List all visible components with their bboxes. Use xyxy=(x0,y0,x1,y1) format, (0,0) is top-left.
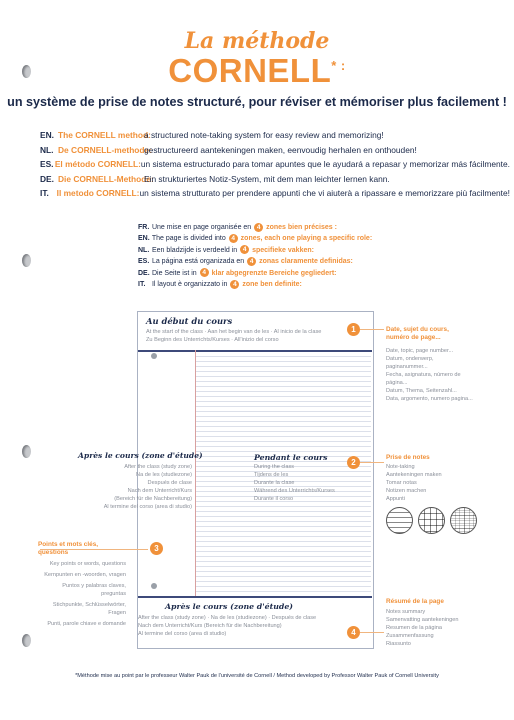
definition-term: Die CORNELL-Methode: xyxy=(58,173,154,184)
zone3-details xyxy=(38,560,126,628)
zone2-detail: Appunti xyxy=(386,496,405,502)
zone4-details xyxy=(386,608,476,648)
zone4-detail: Notes summary xyxy=(386,609,426,615)
definition-text: un sistema estructurado para tomar apuntes que le ayudará a repasar y memorizar más fácilmente. xyxy=(140,159,510,169)
lang-code: NL. xyxy=(138,246,150,254)
zone-intro-highlight: zones bien précises : xyxy=(266,224,337,231)
definition-text: a structured note-taking system for easy review and memorizing! xyxy=(144,130,384,140)
title-cornell: CORNELL xyxy=(168,52,332,89)
footer-note: *Méthode mise au point par le professeur Walter Pauk de l'université de Cornell / Method developed by Professor Walter Pauk of Cornell University xyxy=(75,673,439,679)
zone2-detail: Aantekeningen maken xyxy=(386,472,442,478)
zone-intro-highlight: zonas claramente definidas: xyxy=(259,258,353,266)
definition-row xyxy=(40,157,510,172)
definition-text: un sistema strutturato per prendere appunti che vi aiuterà a ripassare e memorizzare più facilmente! xyxy=(139,188,510,198)
zone2-lines xyxy=(254,463,335,503)
definition-term: El método CORNELL: xyxy=(54,159,141,169)
zone2-detail: Tomar notas xyxy=(386,480,417,486)
binder-hole xyxy=(22,254,31,267)
zone2-line: Tijdens de les xyxy=(254,472,289,478)
zone3-label: Points et mots clés, questions xyxy=(38,541,99,556)
zone-count-badge: 4 xyxy=(254,223,263,232)
definition-row xyxy=(40,186,510,201)
zone-count-badge: 4 xyxy=(229,234,238,243)
zone1-line: Zu Beginn des Unterrichts/Kurses · All'inizio del corso xyxy=(146,337,279,343)
binder-hole xyxy=(22,634,31,647)
zone1-detail: Datum, Thema, Seitenzahl... xyxy=(386,388,457,394)
zone3-line: Después de clase xyxy=(147,480,192,486)
zone1-heading: Au début du cours xyxy=(146,316,233,326)
zone3-heading: Après le cours (zone d'étude) xyxy=(78,451,203,460)
lined-paper-sample xyxy=(386,507,413,534)
zone-count-badge: 4 xyxy=(200,268,209,277)
lang-code: IT. xyxy=(138,281,146,289)
zone-intro-highlight: klar abgegrenzte Bereiche gegliedert: xyxy=(211,269,337,277)
zone3-connector xyxy=(40,549,148,550)
zone-intro-highlight: zones, each one playing a specific role: xyxy=(240,235,373,243)
zone-intro-text: Die Seite ist in xyxy=(151,269,197,277)
zone-intro-text: Une mise en page organisée en xyxy=(151,224,252,231)
zone-intro-row xyxy=(138,233,438,244)
zone1-detail: Data, argomento, numero pagina... xyxy=(386,396,473,402)
zone4-line: Nach dem Unterricht/Kurs (Bereich für die Nachbereitung) xyxy=(138,623,282,629)
lang-code: EN. xyxy=(138,235,150,243)
zone-intro-highlight: zone ben definite: xyxy=(242,281,302,289)
zone4-heading: Après le cours (zone d'étude) xyxy=(165,602,293,611)
lang-code: NL. xyxy=(40,144,54,155)
zone2-line: Während des Unterrichts/Kurses xyxy=(254,488,335,494)
zone4-detail: Samenvatting aantekeningen xyxy=(386,617,459,623)
title-line-2 xyxy=(0,52,514,90)
grid-paper-sample xyxy=(418,507,445,534)
zone2-details xyxy=(386,463,476,503)
zone3-lines xyxy=(62,463,192,511)
zone-intro-row xyxy=(138,268,438,279)
zone3-detail: Key points or words, questions xyxy=(49,561,126,567)
zone4-label: Résumé de la page xyxy=(386,598,444,605)
zone-intro-row xyxy=(138,256,438,267)
definition-term: De CORNELL-methode: xyxy=(58,144,152,155)
zone4-number-badge: 4 xyxy=(347,626,360,639)
zone4-connector xyxy=(360,632,384,633)
zone2-line: Durante il corso xyxy=(254,496,294,502)
zone2-label: Prise de notes xyxy=(386,454,430,461)
definition-row xyxy=(40,128,510,143)
definition-term: Il metodo CORNELL: xyxy=(56,188,140,198)
zone2-connector xyxy=(360,462,384,463)
zone-intro-text: Een bladzijde is verdeeld in xyxy=(151,246,238,254)
zone3-number-badge: 3 xyxy=(150,542,163,555)
zone2-number-badge: 2 xyxy=(347,456,360,469)
lang-code: EN. xyxy=(40,130,54,140)
zone1-details xyxy=(386,347,476,403)
zone2-detail: Notizen machen xyxy=(386,488,427,494)
zone3-line: Al termine del corso (area di studio) xyxy=(103,504,192,510)
zone3-detail: Stichpunkte, Schlüsselwörter, Fragen xyxy=(52,602,126,616)
definition-text: Ein strukturiertes Notiz-System, mit dem man leichter lernen kann. xyxy=(144,173,390,184)
zone1-detail: Date, topic, page number... xyxy=(386,348,454,354)
zone-count-badge: 4 xyxy=(240,245,249,254)
zone2-line: During the class xyxy=(254,464,295,470)
definitions xyxy=(40,128,510,201)
lang-code: IT. xyxy=(40,188,49,198)
zone3-detail: Kernpunten en -woorden, vragen xyxy=(44,572,126,578)
zone1-detail: Fecha, asignatura, número de página... xyxy=(386,372,461,386)
lang-code: ES. xyxy=(40,159,54,169)
zone4-detail: Resumen de la página xyxy=(386,625,442,631)
zone1-line: At the start of the class · Aan het begin van de les · Al inicio de la clase xyxy=(146,329,322,335)
zone4-lines xyxy=(138,614,316,638)
zone1-lines xyxy=(146,328,321,344)
binder-hole xyxy=(22,445,31,458)
cue-column-divider xyxy=(195,350,196,596)
zone3-line: After the class (study zone) xyxy=(124,464,192,470)
zone-intro-text: Il layout è organizzato in xyxy=(151,281,228,289)
definition-text: gestructureerd aantekeningen maken, eenvoudig herhalen en onthouden! xyxy=(144,144,417,155)
zone1-number-badge: 1 xyxy=(347,323,360,336)
zone3-line: (Bereich für die Nachbereitung) xyxy=(114,496,192,502)
zone3-line: Na de les (studiezone) xyxy=(136,472,192,478)
sheet-hole xyxy=(151,583,157,589)
zone-intro-highlight: specifieke vakken: xyxy=(252,246,314,254)
definition-term: The CORNELL method: xyxy=(58,130,151,140)
zone3-detail: Punti, parole chiave e domande xyxy=(47,621,126,627)
subtitle: un système de prise de notes structuré, pour réviser et mémoriser plus facilement ! xyxy=(7,95,507,109)
zone1-label: Date, sujet du cours, numéro de page... xyxy=(386,326,449,341)
zone2-detail: Note-taking xyxy=(386,464,415,470)
zone3-detail: Puntos y palabras claves, preguntas xyxy=(62,583,126,597)
zone-intro-text: The page is divided into xyxy=(151,235,226,243)
zone-count-badge: 4 xyxy=(230,280,239,289)
zone-count-badge: 4 xyxy=(247,257,256,266)
definition-row xyxy=(40,172,510,187)
zone-intro-row xyxy=(138,222,438,233)
seyes-paper-sample xyxy=(450,507,477,534)
zone-intro-row xyxy=(138,279,438,290)
zone4-line: Al termine del corso (area di studio) xyxy=(138,631,227,637)
title-line-1: La méthode xyxy=(184,28,330,54)
zone1-detail: Datum, onderwerp, paginanummer... xyxy=(386,356,434,370)
lang-code: DE. xyxy=(40,173,54,184)
zone4-detail: Riassunto xyxy=(386,641,411,647)
zone2-line: Durante la clase xyxy=(254,480,295,486)
lang-code: DE. xyxy=(138,269,150,277)
zone-intro-row xyxy=(138,245,438,256)
zone-intro-text: La página está organizada en xyxy=(151,258,245,266)
zone2-heading: Pendant le cours xyxy=(254,453,328,462)
lang-code: ES. xyxy=(138,258,150,266)
zone1-connector xyxy=(360,329,384,330)
lang-code: FR. xyxy=(138,224,150,231)
sheet-hole xyxy=(151,353,157,359)
zones-intro xyxy=(138,222,438,290)
zone4-line: After the class (study zone) · Na de les (studiezone) · Después de clase xyxy=(138,615,317,621)
definition-row xyxy=(40,143,510,158)
zone3-line: Nach dem Unterricht/Kurs xyxy=(127,488,192,494)
title-mark: * : xyxy=(331,58,346,73)
zone4-detail: Zusammenfassung xyxy=(386,633,434,639)
